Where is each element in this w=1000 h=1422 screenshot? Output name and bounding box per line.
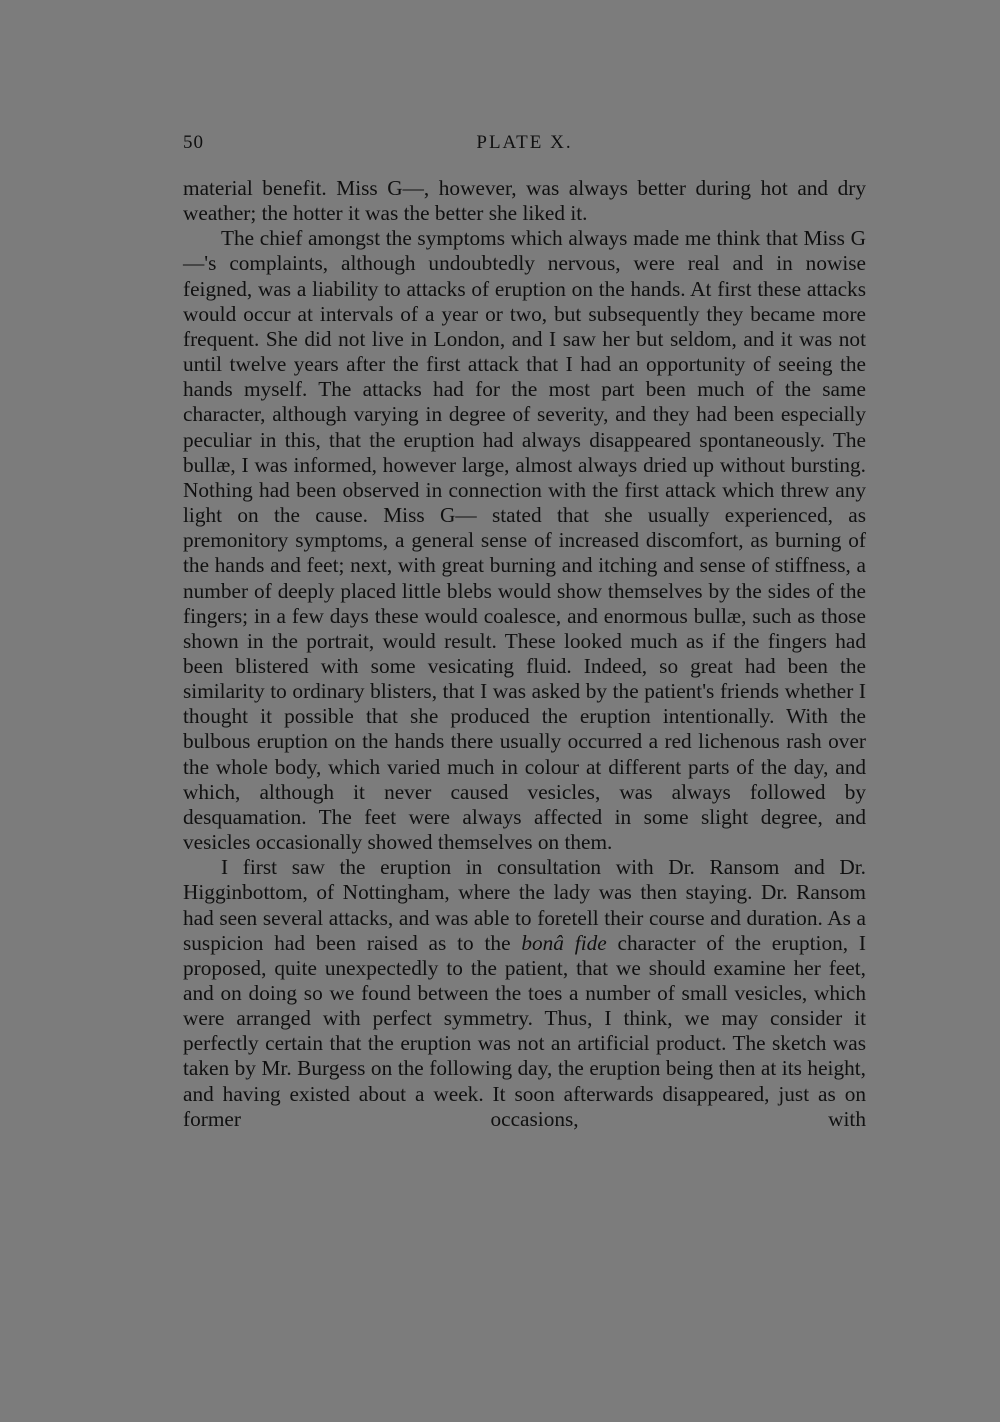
paragraph-3-italic-phrase: bonâ fide	[521, 930, 607, 955]
plate-title: PLATE X.	[476, 132, 573, 153]
paragraph-1: material benefit. Miss G—, however, was always better during hot and dry weather; the hotter it was the better she liked it.	[183, 176, 866, 226]
paragraph-3-text-before: I first saw the eruption in consultation with Dr. Ransom and Dr. Higginbottom, of Nottingham, where the lady was then staying. Dr. Ransom had seen several attacks, and was able to foretell their course and duration. As a suspicion had been raised as to the	[183, 855, 866, 955]
paragraph-3	[183, 855, 866, 1132]
page-number: 50	[183, 132, 204, 153]
paragraph-3-text-after: character of the eruption, I proposed, quite unexpectedly to the patient, that we should examine her feet, and on doing so we found between the toes a number of small vesicles, which were arranged with perfect symmetry. Thus, I think, we may consider it perfectly certain that the eruption was not an artificial product. The sketch was taken by Mr. Burgess on the following day, the eruption being then at its height, and having existed about a week. It soon afterwards disappeared, just as on former occasions, with	[183, 930, 866, 1131]
body-text	[183, 176, 866, 1132]
paragraph-2: The chief amongst the symptoms which always made me think that Miss G—'s complaints, although undoubtedly nervous, were real and in nowise feigned, was a liability to attacks of eruption on the hands. At first these attacks would occur at intervals of a year or two, but subsequently they became more frequent. She did not live in London, and I saw her but seldom, and it was not until twelve years after the first attack that I had an opportunity of seeing the hands myself. The attacks had for the most part been much of the same character, although varying in degree of severity, and they had been especially peculiar in this, that the eruption had always disappeared spontaneously. The bullæ, I was informed, however large, almost always dried up without bursting. Nothing had been observed in connection with the first attack which threw any light on the cause. Miss G— stated that she usually experienced, as premonitory symptoms, a general sense of increased discomfort, as burning of the hands and feet; next, with great burning and itching and sense of stiffness, a number of deeply placed little blebs would show themselves by the sides of the fingers; in a few days these would coalesce, and enormous bullæ, such as those shown in the portrait, would result. These looked much as if the fingers had been blistered with some vesicating fluid. Indeed, so great had been the similarity to ordinary blisters, that I was asked by the patient's friends whether I thought it possible that she produced the eruption intentionally. With the bulbous eruption on the hands there usually occurred a red lichenous rash over the whole body, which varied much in colour at different parts of the day, and which, although it never caused vesicles, was always followed by desquamation. The feet were always affected in some slight degree, and vesicles occasionally showed themselves on them.	[183, 226, 866, 855]
running-head	[183, 132, 866, 162]
